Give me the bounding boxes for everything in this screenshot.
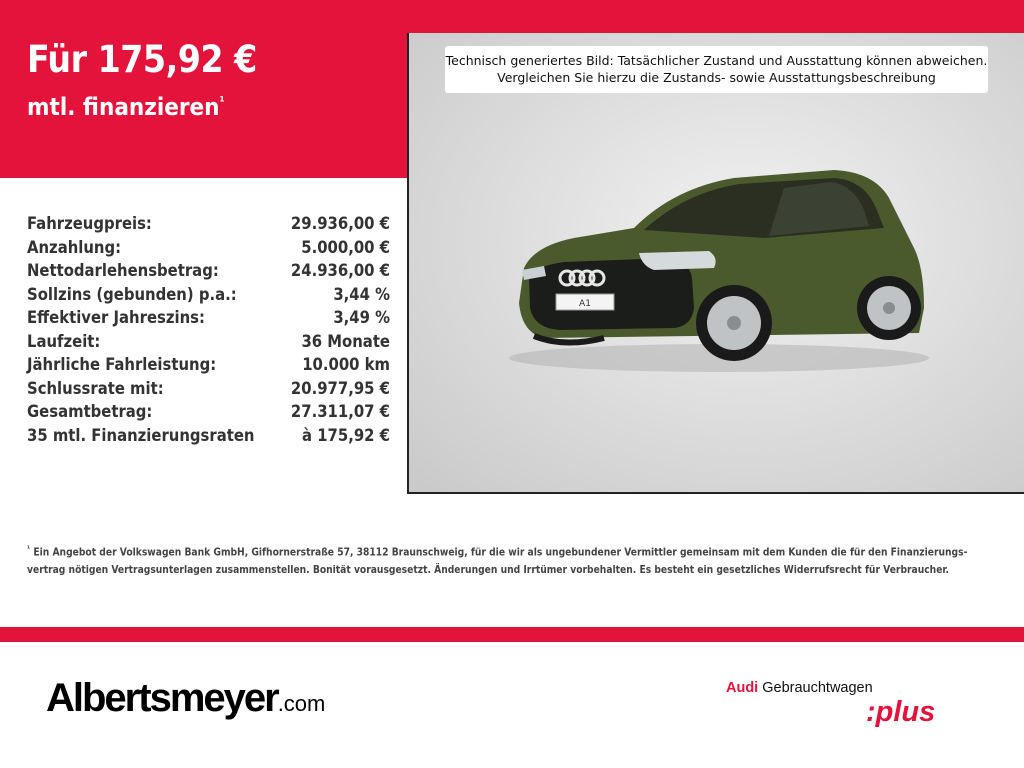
price-banner: [0, 0, 407, 178]
finance-row: [27, 283, 390, 307]
finance-subtitle-text: mtl. finanzieren: [27, 93, 220, 121]
legal-footnote-mark: ¹: [27, 544, 31, 553]
audi-gebrauchtwagen-line: [726, 680, 873, 696]
finance-row-label: 35 mtl. Finanzierungsraten: [27, 425, 255, 445]
finance-row-label: Nettodarlehensbetrag:: [27, 261, 219, 281]
finance-row-value: 36 Monate: [301, 331, 390, 351]
finance-row: [27, 236, 390, 260]
finance-row-label: Gesamtbetrag:: [27, 402, 153, 422]
image-disclaimer-line1: Technisch generiertes Bild: Tatsächlicher Zustand und Ausstattung können abweichen.: [445, 53, 988, 68]
gebrauchtwagen-word: Gebrauchtwagen: [758, 680, 873, 696]
dealer-logo-name: Albertsmeyer: [46, 676, 278, 720]
audi-gebrauchtwagen-plus-logo: [726, 680, 936, 728]
bottom-red-strip: [0, 627, 1024, 642]
plus-wordmark: :plus: [866, 696, 936, 728]
finance-row-label: Jährliche Fahrleistung:: [27, 355, 217, 375]
finance-subtitle: [27, 93, 225, 121]
monthly-price: Für 175,92 €: [27, 38, 257, 81]
legal-footnote-text: Ein Angebot der Volkswagen Bank GmbH, Gifhornerstraße 57, 38112 Braunschweig, für die wir als ungebundener Vermittler gemeinsam mit dem Kunden die für den Finanzierungs-vertrag nötigen Vertragsunterlagen zusammenstellen. Bonität vorausgesetzt. Änderungen und Irrtümer vorbehalten. Es besteht ein gesetzliches Widerrufsrecht für Verbraucher.: [27, 547, 968, 577]
footnote-mark: ¹: [219, 95, 225, 110]
finance-row-value: 24.936,00 €: [290, 261, 390, 281]
finance-row: [27, 212, 390, 236]
finance-details-table: [27, 212, 390, 447]
audi-word: Audi: [726, 680, 759, 696]
finance-row-label: Anzahlung:: [27, 237, 122, 257]
image-disclaimer-line2: Vergleichen Sie hierzu die Zustands- sowie Ausstattungsbeschreibung: [497, 70, 936, 85]
finance-row-label: Effektiver Jahreszins:: [27, 308, 205, 328]
car-image: [504, 158, 934, 378]
plate-text: A1: [579, 299, 591, 309]
dealer-logo-tld: .com: [277, 691, 326, 716]
image-disclaimer: [445, 46, 988, 93]
finance-row: [27, 353, 390, 377]
finance-row: [27, 306, 390, 330]
finance-row-value: 10.000 km: [302, 355, 390, 375]
finance-row-value: 20.977,95 €: [290, 378, 390, 398]
finance-row: [27, 424, 390, 448]
finance-row-value: 5.000,00 €: [301, 237, 390, 257]
finance-row-label: Sollzins (gebunden) p.a.:: [27, 284, 237, 304]
finance-row-value: 3,49 %: [333, 308, 390, 328]
finance-row-label: Schlussrate mit:: [27, 378, 164, 398]
finance-row: [27, 259, 390, 283]
finance-row-value: 29.936,00 €: [290, 214, 390, 234]
finance-row-value: 3,44 %: [333, 284, 390, 304]
finance-row: [27, 377, 390, 401]
finance-row-value: à 175,92 €: [302, 425, 390, 445]
finance-row-label: Laufzeit:: [27, 331, 101, 351]
legal-footnote: [27, 540, 987, 580]
car-image-panel: [407, 33, 1024, 494]
finance-row-label: Fahrzeugpreis:: [27, 214, 152, 234]
dealer-logo: [46, 676, 325, 721]
finance-row: [27, 400, 390, 424]
finance-row: [27, 330, 390, 354]
finance-row-value: 27.311,07 €: [290, 402, 390, 422]
